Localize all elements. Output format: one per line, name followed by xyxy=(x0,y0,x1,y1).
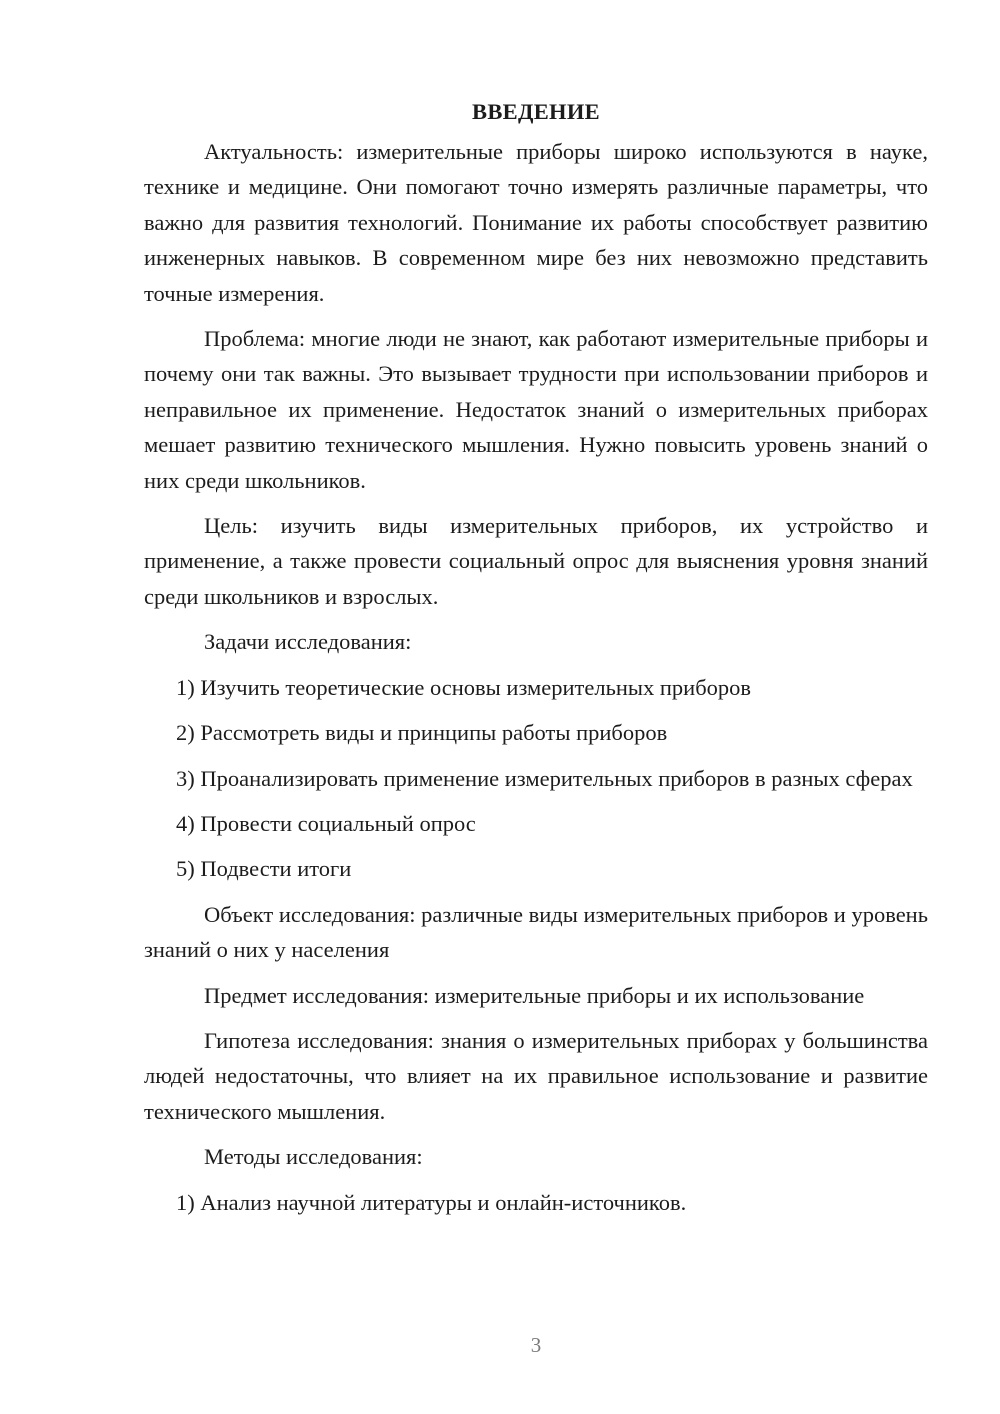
subject-paragraph: Предмет исследования: измерительные приборы и их использование xyxy=(204,982,865,1008)
task-item-3: 3) Проанализировать применение измерительных приборов в разных сферах xyxy=(176,765,913,791)
task-item-1: 1) Изучить теоретические основы измерительных приборов xyxy=(176,674,752,700)
document-page xyxy=(144,94,928,1230)
page-number: 3 xyxy=(530,1333,542,1357)
section-title: ВВЕДЕНИЕ xyxy=(472,99,600,124)
method-item-1: 1) Анализ научной литературы и онлайн-источников. xyxy=(176,1189,687,1215)
task-item-4: 4) Провести социальный опрос xyxy=(176,810,476,836)
task-item-2: 2) Рассмотреть виды и принципы работы приборов xyxy=(176,720,668,746)
task-item-5: 5) Подвести итоги xyxy=(176,856,352,882)
object-paragraph: Объект исследования: различные виды измерительных приборов и уровень знаний о них у населения xyxy=(144,901,928,963)
methods-heading: Методы исследования: xyxy=(204,1144,423,1170)
problem-paragraph: Проблема: многие люди не знают, как работают измерительные приборы и почему они так важны. Это вызывает трудности при использовании приборов и неправильное их применение. Недостаток знаний о измерительных приборах мешает развитию технического мышления. Нужно повысить уровень знаний о них среди школьников. xyxy=(144,326,928,493)
relevance-paragraph: Актуальность: измерительные приборы широко используются в науке, технике и медицине. Они помогают точно измерять различные параметры, что важно для развития технологий. Понимание их работы способствует развитию инженерных навыков. В современном мире без них невозможно представить точные измерения. xyxy=(144,139,928,306)
tasks-heading: Задачи исследования: xyxy=(204,629,412,655)
goal-paragraph: Цель: изучить виды измерительных приборов, их устройство и применение, а также провести социальный опрос для выяснения уровня знаний среди школьников и взрослых. xyxy=(144,513,928,609)
hypothesis-paragraph: Гипотеза исследования: знания о измерительных приборах у большинства людей недостаточны, что влияет на их правильное использование и развитие технического мышления. xyxy=(144,1027,928,1124)
